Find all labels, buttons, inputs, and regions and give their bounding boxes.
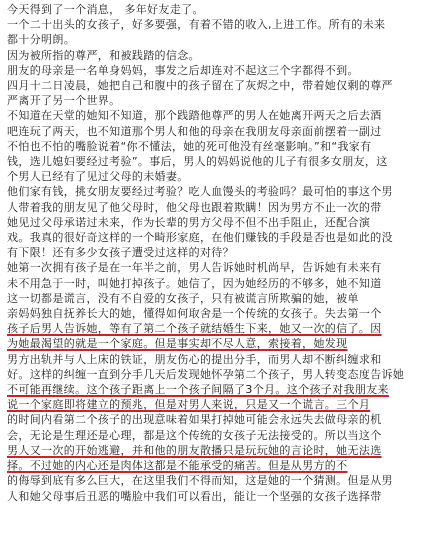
text-line: 人带着我的朋友见了他父母时，他父母也跟着欺瞒！因为男方不止一次的带	[7, 200, 382, 214]
text-line: 好。这样的纠缠一直到分手几天后发现她怀孕第二个孩子，男人转变态度告诉她	[7, 367, 405, 381]
text-line: 个男人已经有了见过父母的未婚妻。	[7, 170, 189, 184]
underlined-line: 为她最渴望的就是一个家庭。但是事实却不尽人意，索接着，她发现	[7, 337, 348, 351]
text-line: 戏。我真的很好奇这样的一个畸形家庭，在他们赚钱的手段是否也是如此的没	[7, 231, 393, 245]
underlined-line: 择。不过她的内心还是肉体这都是不能承受的痛苦。但是从男方的不	[7, 459, 348, 473]
text-line: 都十分明朗。	[7, 33, 76, 47]
text-line: 会，无论是生理还是心理，都是这个传统的女孩子无法接受的。所以当这个	[7, 428, 382, 442]
text-line: 四月十二日凌晨，她把自己和腹中的孩子留在了灰烬之中，带着她仅剩的尊严	[7, 79, 393, 93]
text-line: 的时间内看第二个孩子的出现意味着如果打掉她可能会永远失去做母亲的机	[7, 413, 382, 427]
underlined-line: 男人又一次的开始逃避，并和他的朋友散播只是玩玩她的言论时，她无法选	[7, 443, 382, 457]
underlined-line: 孩子后男人告诉她，等有了第二个孩子就结婚生下来，她又一次的信了。因	[7, 322, 382, 336]
text-line: 不怕也不怕的嘴脸说着“你不懂法，她的死可他没有丝毫影响。”和“我家有	[7, 139, 372, 153]
text-line: 一个二十出头的女孩子，好多要强，有着不错的收入,上进工作。所有的未来	[7, 18, 386, 32]
text-line: 男方出轨并与人上床的铁证，朋友伤心的提出分手，而男人却不断纠缠求和	[7, 352, 382, 366]
text-line: 人和她父母事后丑恶的嘴脸中我们可以看出，能让一个坚强的女孩子选择带	[7, 489, 382, 503]
text-line: 有下限！还有多少女孩子遭受过这样的对待？	[7, 246, 234, 260]
text-line: 严离开了另一个世界。	[7, 94, 121, 108]
text-line: 未不用急于一时，叫她打掉孩子。她信了，因为她经历的不够多，她不知道	[7, 276, 382, 290]
text-line: 今天得到了一个消息， 多年好友走了。	[7, 3, 204, 16]
text-line: 这一切都是谎言，没有不自爱的女孩子，只有被谎言所欺骗的她，被单	[7, 291, 359, 305]
second-paragraph	[7, 108, 440, 184]
intro-paragraph	[7, 2, 440, 108]
text-line: 吧连玩了两天，也不知道那个男人和他的母亲在我朋友母亲面前摆着一副过	[7, 124, 382, 138]
text-line: 的侮辱到底有多么巨大，在这里我们不得而知，这是她的一个猜测。但是从男	[7, 474, 393, 488]
text-line: 因为被所指的尊严，和被践踏的信念。	[7, 48, 200, 62]
text-line: 他们家有钱，挑女朋友要经过考验？吃人血馒头的考验吗？最可怕的事这个男	[7, 185, 393, 199]
text-line: 亲妈妈独自抚养长大的她，懂得如何取舍是一个传统的女孩子。失去第一个	[7, 307, 382, 321]
text-line: 她见过父母承诺过未来，作为长辈的男方父母不但不出手阻止，还配合演	[7, 215, 371, 229]
text-line: 钱，选儿媳妇要经过考验”。事后，男人的妈妈说他的儿子有很多女朋友，这	[7, 155, 388, 169]
underlined-line: 说一个家庭即将建立的预兆，但是对男人来说，只是又一个谎言。三个月	[7, 398, 371, 412]
fourth-paragraph	[7, 260, 440, 503]
text-line: 朋友的母亲是一名单身妈妈，事发之后却连对不起这三个字都得不到。	[7, 63, 359, 77]
underlined-line: 不可能再继续。这个孩子距离上一个孩子间隔了3个月。这个孩子对我朋友来	[7, 383, 389, 397]
third-paragraph	[7, 184, 440, 260]
text-line: 她第一次拥有孩子是在一年半之前，男人告诉她时机尚早，告诉她有未来有	[7, 261, 382, 275]
text-line: 不知道在天堂的她知不知道，那个践踏他尊严的男人在她离开两天之后去酒	[7, 109, 382, 123]
